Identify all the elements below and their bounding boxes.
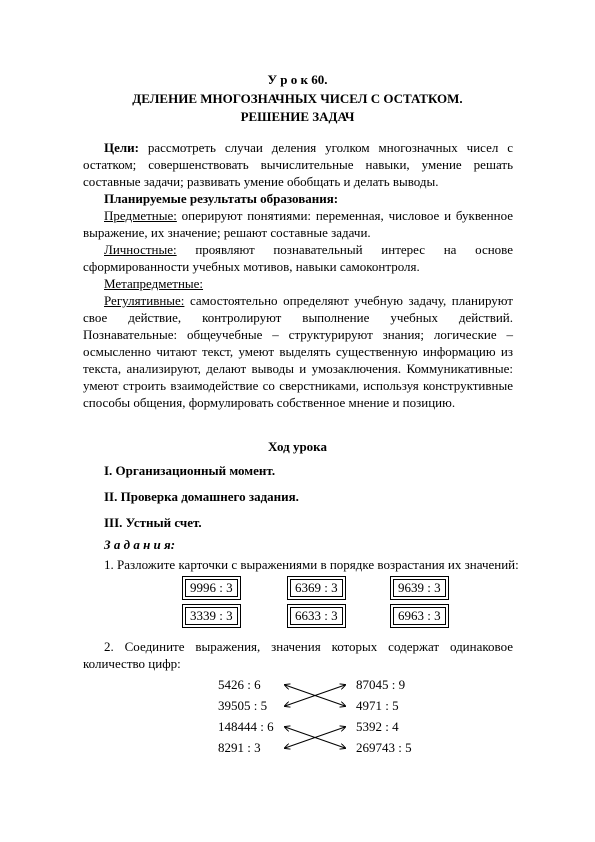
task2-paragraph: 2. Соедините выражения, значения которых содержат одинаковое количество цифр: [83,639,513,671]
card [287,604,346,628]
lesson-title-line2: РЕШЕНИЕ ЗАДАЧ [240,109,355,124]
subject-label: Предметные: [104,208,177,223]
card-expression: 9639 : 3 [393,579,446,597]
card-expression: 6963 : 3 [393,607,446,625]
right-expression: 4971 : 5 [356,698,399,713]
card-expression: 6633 : 3 [290,607,343,625]
card [390,604,449,628]
right-expression: 5392 : 4 [356,719,399,734]
lesson-flow-heading: Ход урока [268,439,327,454]
card-expression: 3339 : 3 [185,607,238,625]
arrow-connector [285,685,345,706]
card [182,604,241,628]
goals-text: рассмотреть случаи деления уголком многозначных чисел с остатком; совершенствовать вычислительные навыки, умение решать составные задачи; развивать умение обобщать и делать выводы. [83,140,513,189]
regulatory-label: Регулятивные: [104,293,185,308]
subject-text: оперируют понятиями: переменная, числовое и буквенное выражение, их значение; решают составные задачи. [83,208,513,240]
lesson-title-line1: ДЕЛЕНИЕ МНОГОЗНАЧНЫХ ЧИСЕЛ С ОСТАТКОМ. [132,91,463,106]
card-expression: 6369 : 3 [290,579,343,597]
right-expression: 269743 : 5 [356,740,412,755]
personal-label: Личностные: [104,242,177,257]
card-expression: 9996 : 3 [185,579,238,597]
card [287,576,346,600]
regulatory-text: самостоятельно определяют учебную задачу, планируют свое действие, контролируют выполнение учебных действий. Познавательные: общеучебные – структурируют знания; логические – осмысленно читают текст, умеют выделять существенную информацию из текста, анализируют, делают выводы и умозаключения. Коммуникативные: умеют строить взаимодействие со сверстниками, используя конструктивные способы общения, формулировать собственное мнение и позицию. [83,293,513,410]
left-expression: 39505 : 5 [218,698,268,713]
left-expression: 5426 : 6 [218,677,261,692]
arrow-connector [285,685,345,706]
right-expression: 87045 : 9 [356,677,406,692]
section-oral-count: III. Устный счет. [104,515,202,530]
section-homework: II. Проверка домашнего задания. [104,489,299,504]
personal-text: проявляют познавательный интерес на основе сформированности учебных мотивов, навыки самоконтроля. [83,242,513,274]
goals-paragraph [83,139,513,411]
card [390,576,449,600]
goals-label: Цели: [104,140,139,155]
arrow-connector [285,727,345,748]
left-expression: 8291 : 3 [218,740,261,755]
tasks-label: З а д а н и я: [104,537,176,552]
left-expression: 148444 : 6 [218,719,274,734]
task2-text [83,638,513,672]
results-heading: Планируемые результаты образования: [104,191,339,206]
section-organizational: I. Организационный момент. [104,463,276,478]
card [182,576,241,600]
arrow-connector [285,727,345,748]
lesson-number: У р о к 60. [267,72,328,87]
task1-text: 1. Разложите карточки с выражениями в порядке возрастания их значений: [104,557,519,572]
meta-heading: Метапредметные: [104,276,204,291]
